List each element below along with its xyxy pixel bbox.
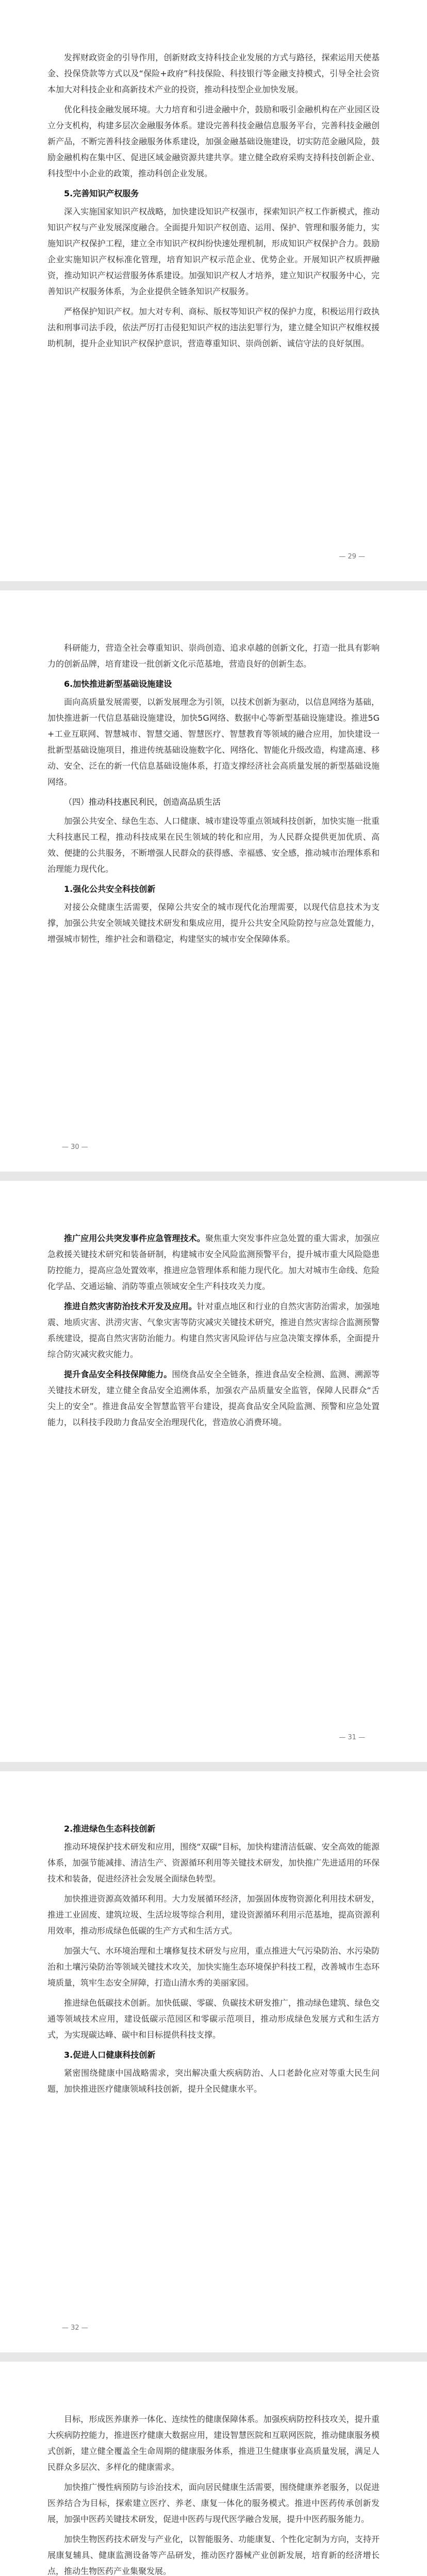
body-paragraph: 对接公众健康生活需要，保障公共安全的城市现代化治理需要，以现代信息技术为支撑，加强公共安全领域关键技术研发和集成应用，提升公共安全风险防控与应急处置能力，增强城市韧性，维护社会和谐稳定，构建坚实的城市安全保障体系。 xyxy=(47,902,380,944)
page-number: — 29 — xyxy=(339,553,365,561)
body-paragraph: 目标，形成医养康养一体化、连续性的健康保障体系。加强疾病防控科技攻关，提升重大疾病防控能力，推进医疗健康大数据应用，建设智慧医院和互联网医院，推动健康服务模式创新，建立健全覆盖全生命周期的健康服务体系，推进卫生健康事业高质量发展，满足人民群众多层次、多样化的健康需求。 xyxy=(47,2414,380,2472)
page-body xyxy=(47,1771,380,2097)
paragraph-lead: 提升食品安全科技保障能力。 xyxy=(64,1369,172,1379)
document-page xyxy=(0,590,427,1172)
chapter-heading: （四）推动科技惠民利民，创造高品质生活 xyxy=(64,797,221,807)
body-paragraph: 加快生物医药技术研发与产业化，以智能服务、功能康复、个性化定制为方向，支持开展康复辅具、健康监测设备等产品研发，推动医疗器械产业创新发展，培育新的经济增长点，推动生物医药产业集聚发展。 xyxy=(47,2534,380,2576)
paragraph-lead: 推进自然灾害防治技术开发及应用。 xyxy=(64,1301,197,1311)
paragraph-text: 聚焦重大突发事件应急处置的重大需求，加强应急救援关键技术研究和装备研制，构建城市安全风险监测预警平台，提升城市重大风险隐患防控能力，提高应急处置效率，推进应急管理体系和能力现代化。加大对城市生命线、危险化学品、交通运输、消防等重点领域安全生产科技攻关力度。 xyxy=(47,1233,380,1291)
document-page xyxy=(0,1771,427,2352)
body-paragraph: 优化科技金融发展环境。大力培育和引进金融中介，鼓励和吸引金融机构在产业园区设立分支机构，构建多层次金融服务体系。建设完善科技金融信息服务平台，完善科技金融创新产品，不断完善科技金融服务体系建设，加强金融基础设施建设，切实防范金融风险，鼓励金融机构在集中区、促进区域金融资源共建共享。建立健全政府采购支持科技创新企业、科技型中小企业的政策，推动科创企业发展。 xyxy=(47,105,380,178)
body-paragraph: 发挥财政资金的引导作用，创新财政支持科技企业发展的方式与路径，探索运用天使基金、投保贷款等方式以及“保险+政府”科技保险、科技银行等金融支持模式，引导全社会资本加大对科技企业和高新技术产业的投资，推动科技型企业加快发展。 xyxy=(47,53,380,94)
paragraph-text: 针对重点地区和行业的自然灾害防治需求，加强地震、地质灾害、洪涝灾害、气象灾害等防灾减灾关键技术研究，推进自然灾害综合监测预警系统建设，提高自然灾害防治能力。构建自然灾害风险评估与应急决策支撑体系，全面提升综合防灾减灾救灾能力。 xyxy=(47,1301,380,1359)
page-number: — 32 — xyxy=(62,2324,88,2332)
body-paragraph: 紧密围绕健康中国战略需求，突出解决重大疾病防治、人口老龄化应对等重大民生问题，加快推进医疗健康领域科技创新，提升全民健康水平。 xyxy=(47,2068,380,2094)
page-body xyxy=(47,0,380,351)
document-page xyxy=(0,1181,427,1762)
lead-paragraph xyxy=(47,1230,380,1294)
body-paragraph: 推进绿色低碳技术创新。加快低碳、零碳、负碳技术研发推广，推动绿色建筑、绿色交通等领域技术应用，建设低碳示范园区和零碳示范项目，推动形成绿色发展方式和生活方式，为实现碳达峰、碳中和目标提供科技支撑。 xyxy=(47,1998,380,2040)
page-number: — 30 — xyxy=(62,1143,88,1151)
paragraph-lead: 推广应用公共突发事件应急管理技术。 xyxy=(64,1233,205,1243)
page-body xyxy=(47,1181,380,1430)
body-paragraph: 推动环境保护技术研发和应用，围绕“双碳”目标，加快构建清洁低碳、安全高效的能源体系，加强节能减排、清洁生产、资源循环利用等关键技术研发，加快推广先进适用的环保技术和装备，促进经济社会发展全面绿色转型。 xyxy=(47,1842,380,1884)
section-heading: 5.完善知识产权服务 xyxy=(64,189,139,198)
body-paragraph: 深入实施国家知识产权战略，加快建设知识产权强市，探索知识产权工作新模式，推动知识产权与产业发展深度融合。全面提升知识产权创造、运用、保护、管理和服务能力，实施知识产权保护工程，建立全市知识产权纠纷快速处理机制，形成知识产权保护合力。鼓励企业实施知识产权标准化管理，培育知识产权示范企业、优势企业。开展知识产权质押融资，推动知识产权运营服务体系建设。加强知识产权人才培养，建立知识产权服务中心，完善知识产权服务体系，为企业提供全链条知识产权服务。 xyxy=(47,207,380,296)
page-number: — 31 — xyxy=(339,1734,365,1741)
body-paragraph: 加快推广慢性病预防与诊治技术，面向居民健康生活需要，围绕健康养老服务，以促进医养结合为目标，探索建立医疗、养老、康复一体化的服务模式。推进中医药传承创新发展，加强中医药关键技术研发，促进中医药与现代医学融合发展，提升中医药服务能力。 xyxy=(47,2482,380,2524)
body-paragraph: 加强公共安全、绿色生态、人口健康、城市建设等重点领域科技创新，加快实施一批重大科技惠民工程，推动科技成果在民生领域的转化和应用，为人民群众提供更加优质、高效、便捷的公共服务，不断增强人民群众的获得感、幸福感、安全感，推动城市治理体系和治理能力现代化。 xyxy=(47,816,380,874)
section-heading: 1.强化公共安全科技创新 xyxy=(64,884,156,894)
paragraph-text: 围绕食品安全全链条，推进食品安全检测、监测、溯源等关键技术研发，建立健全食品安全追溯体系，加强农产品质量安全监管，保障人民群众“舌尖上的安全”。推进食品安全智慧监管平台建设，提高食品安全风险监测、预警和应急处置能力，以科技手段助力食品安全治理现代化，营造放心消费环境。 xyxy=(47,1369,380,1427)
body-paragraph: 面向高质量发展需要，以新发展理念为引领，以技术创新为驱动，以信息网络为基础，加快推进新一代信息基础设施建设，加快5G网络、数据中心等新型基础设施建设。推进5G+工业互联网、智慧城市、智慧交通、智慧医疗、智慧教育等领域的融合应用，加快建设一批新型基础设施项目，推进传统基础设施数字化、网络化、智能化升级改造，构建高速、移动、安全、泛在的新一代信息基础设施体系，打造支撑经济社会高质量发展的新型基础设施网络。 xyxy=(47,697,380,787)
lead-paragraph xyxy=(47,1298,380,1362)
section-heading: 6.加快推进新型基础设施建设 xyxy=(64,679,172,689)
body-paragraph: 科研能力，营造全社会尊重知识、崇尚创造、追求卓越的创新文化，打造一批具有影响力的创新品牌，培育建设一批创新文化示范基地，营造良好的创新生态。 xyxy=(47,643,380,669)
body-paragraph: 严格保护知识产权。加大对专利、商标、版权等知识产权的保护力度，积极运用行政执法和刑事司法手段，依法严厉打击侵犯知识产权的违法犯罪行为，建立健全知识产权维权援助机制，提升企业知识产权保护意识，营造尊重知识、崇尚创新、诚信守法的良好氛围。 xyxy=(47,307,380,348)
page-body xyxy=(47,590,380,947)
lead-paragraph xyxy=(47,1366,380,1430)
section-heading: 2.推进绿色生态科技创新 xyxy=(64,1824,156,1834)
section-heading: 3.促进人口健康科技创新 xyxy=(64,2050,156,2060)
page-body xyxy=(47,2362,380,2576)
body-paragraph: 加快推进资源高效循环利用。大力发展循环经济，加强固体废物资源化利用技术研发，推进工业固废、建筑垃圾、生活垃圾等综合利用，建设资源循环利用示范基地，提高资源利用效率，推动形成绿色低碳的生产方式和生活方式。 xyxy=(47,1894,380,1936)
document-page xyxy=(0,0,427,581)
body-paragraph: 加强大气、水环境治理和土壤修复技术研发与应用，重点推进大气污染防治、水污染防治和土壤污染防治等领域关键技术攻关，加快实施生态环境保护科技工程，改善城市生态环境质量，筑牢生态安全屏障，打造山清水秀的美丽家园。 xyxy=(47,1946,380,1988)
document-page xyxy=(0,2362,427,2576)
